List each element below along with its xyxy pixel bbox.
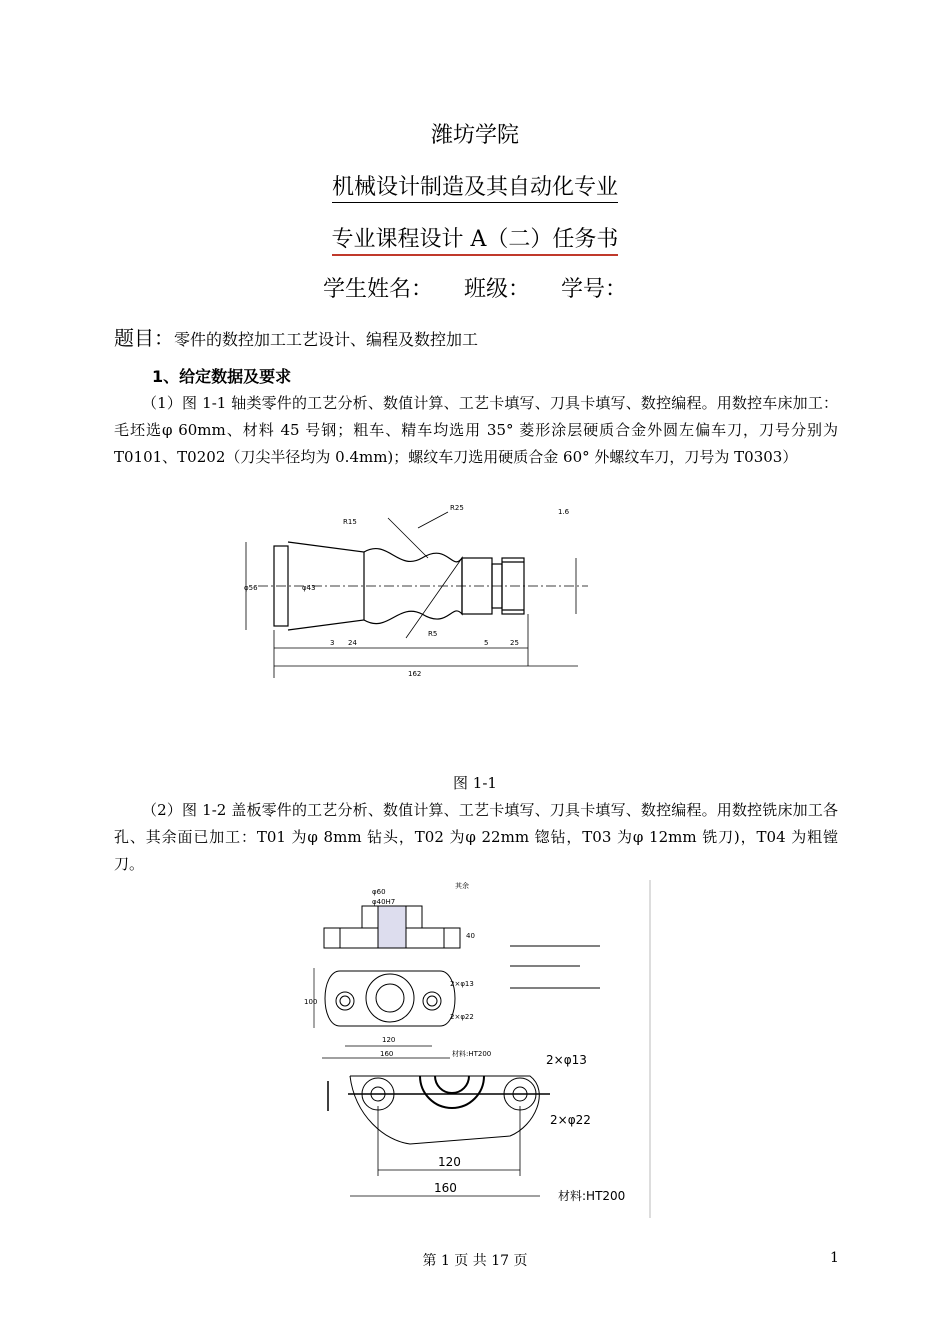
footer-page-number: 1 — [830, 1250, 839, 1266]
paragraph-1: （1）图 1-1 轴类零件的工艺分析、数值计算、工艺卡填写、刀具卡填写、数控编程。用数控车床加工：毛坯选φ 60mm、材料 45 号钢；粗车、精车均选用 35° 菱形涂层硬质合金外圆左偏车刀，刀号分别为 T0101、T0202（刀尖半径均为 0.4mm)；螺纹车刀选用硬质合金 60° 外螺纹车刀，刀号为 T0303） — [114, 394, 838, 466]
student-info-line — [0, 272, 950, 303]
student-name-label: 学生姓名： — [322, 277, 433, 302]
fig2-label: 40 — [466, 932, 475, 940]
paragraph-2: （2）图 1-2 盖板零件的工艺分析、数值计算、工艺卡填写、刀具卡填写、数控编程。用数控铣床加工各孔、其余面已加工：T01 为φ 8mm 钻头，T02 为φ 22mm 锪钻，T03 为φ 12mm 铣刀)，T04 为粗镗刀。 — [114, 801, 838, 873]
fig2-label: 2×φ22 — [450, 1013, 474, 1021]
fig2-enlarged-label: 160 — [434, 1181, 457, 1195]
dim-label: φ43 — [302, 584, 316, 592]
dim-label: 162 — [408, 670, 422, 678]
center-bore-inner — [376, 984, 404, 1012]
dim-label: φ56 — [244, 584, 258, 592]
dim-label: 1.6 — [558, 508, 570, 516]
topic-label: 题目： — [114, 326, 174, 350]
figure-1-2-cover-plate-drawing — [300, 876, 652, 1221]
fig2-enlarged-label: 材料:HT200 — [558, 1189, 626, 1203]
dim-label: 3 — [330, 639, 335, 647]
course-title-text: 专业课程设计 A（二）任务书 — [332, 222, 619, 256]
dim-label: R15 — [343, 518, 357, 526]
dim-label: R25 — [450, 504, 464, 512]
fig2-enlarged-label: 120 — [438, 1155, 461, 1169]
plate-section-bore — [378, 906, 406, 948]
dim-label: 24 — [348, 639, 357, 647]
plate-plan-outline — [325, 971, 455, 1026]
school-name: 潍坊学院 — [430, 123, 519, 148]
fig2-label: 120 — [382, 1036, 396, 1044]
course-title — [0, 222, 950, 256]
dim-label: R5 — [428, 630, 438, 638]
section-heading: 1、给定数据及要求 — [152, 367, 292, 386]
fig2-label: 100 — [304, 998, 318, 1006]
fig2-label: φ60 — [372, 888, 386, 896]
topic-line — [114, 322, 478, 351]
student-id-label: 学号： — [561, 277, 628, 302]
figure-1-1-shaft-drawing — [238, 498, 608, 683]
major-title-text: 机械设计制造及其自动化专业 — [332, 170, 618, 203]
fig2-enlarged-label: 2×φ13 — [546, 1053, 587, 1067]
footer-page-text: 第 1 页 共 17 页 — [422, 1253, 528, 1269]
fig2-enlarged-label: 2×φ22 — [550, 1113, 591, 1127]
fig2-label: 其余 — [455, 882, 469, 890]
dim-label: 25 — [510, 639, 519, 647]
fig2-label: 材料:HT200 — [452, 1050, 492, 1058]
figure-1-1-caption: 图 1-1 — [453, 774, 497, 792]
class-label: 班级： — [463, 277, 530, 302]
major-title — [0, 170, 950, 203]
center-bore-outer — [366, 974, 414, 1022]
dim-label: 5 — [484, 639, 489, 647]
topic-title: 零件的数控加工工艺设计、编程及数控加工 — [174, 330, 479, 349]
fig2-label: φ40H7 — [372, 898, 396, 906]
fig2-label: 160 — [380, 1050, 394, 1058]
fig2-label: 2×φ13 — [450, 980, 474, 988]
